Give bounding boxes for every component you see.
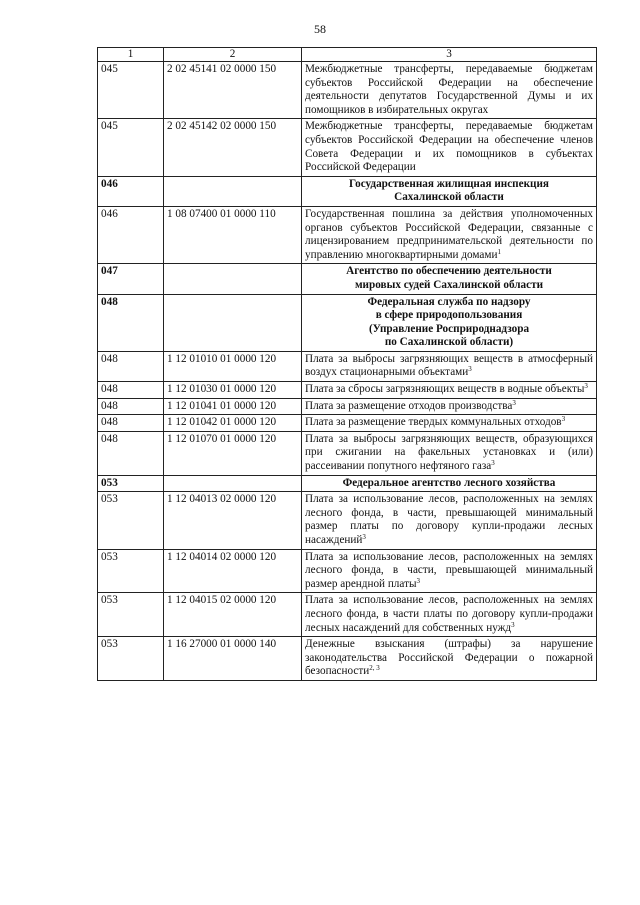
description-cell xyxy=(302,382,597,399)
table-row xyxy=(98,431,597,475)
revenue-code-cell: 2 02 45141 02 0000 150 xyxy=(164,62,302,119)
admin-code-cell: 048 xyxy=(98,398,164,415)
column-header-1: 1 xyxy=(98,48,164,62)
table-row xyxy=(98,62,597,119)
footnote-marker: 1 xyxy=(497,247,501,256)
description-text: Плата за использование лесов, расположенных на землях лесного фонда, в части платы по договору купли-продажи лесных насаждений для собственных нужд xyxy=(305,594,593,634)
description-cell xyxy=(302,119,597,176)
description-cell xyxy=(302,351,597,381)
section-header-row xyxy=(98,475,597,492)
revenue-code-cell: 1 12 04014 02 0000 120 xyxy=(164,549,302,593)
description-cell xyxy=(302,637,597,681)
section-header-row xyxy=(98,294,597,351)
table-row xyxy=(98,549,597,593)
admin-code-cell: 048 xyxy=(98,415,164,432)
description-cell xyxy=(302,264,597,294)
description-text: Плата за использование лесов, расположенных на землях лесного фонда, в части, превышающей минимальный размер арендной платы xyxy=(305,550,593,590)
revenue-code-cell xyxy=(164,294,302,351)
description-text: Плата за использование лесов, расположенных на землях лесного фонда, в части, превышающей минимальный размер платы по договору купли-продажи лесных насаждений xyxy=(305,493,593,546)
section-header-row xyxy=(98,264,597,294)
revenue-code-cell: 1 12 01030 01 0000 120 xyxy=(164,382,302,399)
admin-code-cell: 045 xyxy=(98,62,164,119)
admin-code-cell: 048 xyxy=(98,431,164,475)
revenue-code-cell: 1 12 01041 01 0000 120 xyxy=(164,398,302,415)
admin-code-cell: 053 xyxy=(98,475,164,492)
footnote-marker: 3 xyxy=(512,398,516,407)
admin-code-cell: 048 xyxy=(98,294,164,351)
admin-code-cell: 046 xyxy=(98,176,164,206)
table-row xyxy=(98,119,597,176)
admin-code-cell: 053 xyxy=(98,593,164,637)
revenue-code-cell: 2 02 45142 02 0000 150 xyxy=(164,119,302,176)
table-body xyxy=(98,62,597,681)
footnote-marker: 3 xyxy=(511,620,515,629)
revenue-code-cell xyxy=(164,264,302,294)
revenue-code-cell: 1 12 04013 02 0000 120 xyxy=(164,492,302,549)
revenue-code-cell: 1 08 07400 01 0000 110 xyxy=(164,206,302,263)
footnote-marker: 3 xyxy=(416,576,420,585)
table-row xyxy=(98,637,597,681)
description-cell xyxy=(302,593,597,637)
description-cell xyxy=(302,398,597,415)
revenue-code-cell: 1 16 27000 01 0000 140 xyxy=(164,637,302,681)
description-text: Денежные взыскания (штрафы) за нарушение законодательства Российской Федерации о пожарной безопасности xyxy=(305,638,593,678)
footnote-marker: 3 xyxy=(362,533,366,541)
footnote-marker: 2, 3 xyxy=(369,664,380,673)
admin-code-cell: 047 xyxy=(98,264,164,294)
description-text: Федеральное агентство лесного хозяйства xyxy=(342,476,556,489)
description-cell xyxy=(302,492,597,549)
description-cell xyxy=(302,415,597,432)
page-number: 58 xyxy=(314,22,326,36)
table-row xyxy=(98,415,597,432)
description-cell xyxy=(302,475,597,492)
description-text: Государственная жилищная инспекция Сахалинской области xyxy=(349,177,549,204)
description-cell xyxy=(302,62,597,119)
admin-code-cell: 048 xyxy=(98,351,164,381)
table-header-row xyxy=(98,48,597,62)
footnote-marker: 3 xyxy=(491,459,495,468)
revenue-code-cell: 1 12 04015 02 0000 120 xyxy=(164,593,302,637)
revenue-code-cell: 1 12 01042 01 0000 120 xyxy=(164,415,302,432)
description-text: Межбюджетные трансферты, передаваемые бюджетам субъектов Российской Федерации на обеспечение членов Совета Федерации и их помощников в субъектах Российской Федерации xyxy=(305,120,593,174)
column-header-3: 3 xyxy=(302,48,597,62)
description-cell xyxy=(302,206,597,263)
admin-code-cell: 046 xyxy=(98,206,164,263)
admin-code-cell: 048 xyxy=(98,382,164,399)
description-cell xyxy=(302,431,597,475)
admin-code-cell: 045 xyxy=(98,119,164,176)
revenue-code-cell: 1 12 01070 01 0000 120 xyxy=(164,431,302,475)
description-text: Государственная пошлина за действия уполномоченных органов субъектов Российской Федерации, связанные с лицензированием предпринимательской деятельности по управлению многоквартирными домами xyxy=(305,207,593,261)
admin-code-cell: 053 xyxy=(98,637,164,681)
table-row xyxy=(98,351,597,381)
table-row xyxy=(98,398,597,415)
description-text: Плата за выбросы загрязняющих веществ, образующихся при сжигании на факельных установках и (или) рассеивании попутного нефтяного газа xyxy=(305,432,593,473)
description-text: Федеральная служба по надзору в сфере природопользования (Управление Росприроднадзора по Сахалинской области) xyxy=(367,295,531,349)
table-row xyxy=(98,492,597,549)
footnote-marker: 3 xyxy=(468,365,472,374)
footnote-marker: 3 xyxy=(584,382,588,391)
revenue-codes-table xyxy=(97,47,597,681)
revenue-code-cell xyxy=(164,176,302,206)
description-text: Плата за размещение отходов производства xyxy=(305,399,513,412)
description-cell xyxy=(302,549,597,593)
table-row xyxy=(98,593,597,637)
column-header-2: 2 xyxy=(164,48,302,62)
footnote-marker: 3 xyxy=(561,415,566,424)
admin-code-cell: 053 xyxy=(98,549,164,593)
description-cell xyxy=(302,176,597,206)
revenue-code-cell: 1 12 01010 01 0000 120 xyxy=(164,351,302,381)
admin-code-cell: 053 xyxy=(98,492,164,549)
description-text: Плата за выбросы загрязняющих веществ в атмосферный воздух стационарными объектами xyxy=(305,352,593,379)
section-header-row xyxy=(98,176,597,206)
table-row xyxy=(98,382,597,399)
description-cell xyxy=(302,294,597,351)
description-text: Плата за сбросы загрязняющих веществ в водные объекты xyxy=(305,383,585,396)
description-text: Межбюджетные трансферты, передаваемые бюджетам субъектов Российской Федерации на обеспечение деятельности депутатов Государственной Думы и их помощников в избирательных округах xyxy=(305,63,593,116)
table-row xyxy=(98,206,597,263)
description-text: Плата за размещение твердых коммунальных отходов xyxy=(305,416,562,429)
description-text: Агентство по обеспечению деятельности мировых судей Сахалинской области xyxy=(346,265,552,291)
revenue-code-cell xyxy=(164,475,302,492)
